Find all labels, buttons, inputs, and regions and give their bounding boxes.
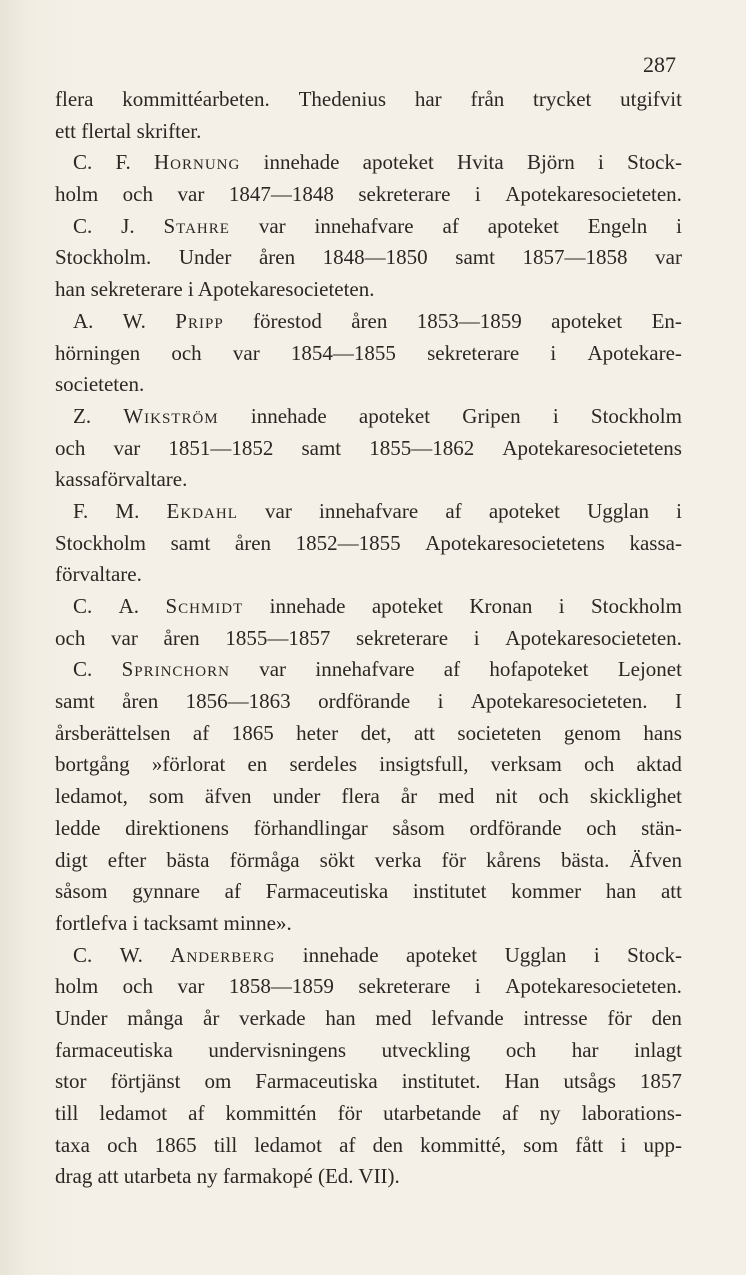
word: ny xyxy=(539,1101,561,1125)
word: Stock- xyxy=(627,150,682,175)
text-line xyxy=(55,845,682,877)
word: Farmaceutiska xyxy=(265,879,389,904)
text-line xyxy=(55,179,682,211)
word: Engeln xyxy=(587,213,648,238)
word: åren xyxy=(163,625,200,650)
word: åren xyxy=(258,245,296,270)
word: Z. xyxy=(73,403,92,428)
text-line xyxy=(55,401,682,433)
word: såsom xyxy=(55,879,108,904)
text-line xyxy=(55,1035,682,1067)
word: åren xyxy=(122,689,159,714)
word: och xyxy=(171,340,202,365)
word: samt xyxy=(455,245,495,270)
word: sekreterare xyxy=(358,974,451,999)
page-number: 287 xyxy=(643,52,676,77)
word: ledamot, xyxy=(55,784,128,809)
word: den xyxy=(651,1005,682,1030)
word: inlagt xyxy=(634,1037,682,1062)
text-line: drag att utarbeta ny farmakopé (Ed. VII). xyxy=(55,1164,400,1189)
word: ordförande xyxy=(318,689,411,714)
word: Under xyxy=(178,245,232,270)
word: 1848—1850 xyxy=(322,245,428,270)
word: Stockholm xyxy=(590,403,682,428)
word: för xyxy=(607,1005,632,1030)
word: institutet xyxy=(412,879,487,904)
text-line: fortlefva i tacksamt minne». xyxy=(55,910,292,935)
word: var xyxy=(113,435,141,460)
word: stor xyxy=(55,1069,87,1094)
text-line: han sekreterare i Apotekaresocieteten. xyxy=(55,277,375,302)
word: sekreterare xyxy=(427,340,520,365)
word: var xyxy=(111,625,138,650)
word: ledamot xyxy=(254,1132,322,1157)
text-line xyxy=(55,686,682,718)
word: utsågs xyxy=(563,1069,616,1094)
word: Ekdahl xyxy=(166,498,238,523)
text-line xyxy=(55,433,682,465)
word: ordförande xyxy=(469,815,562,840)
word: om xyxy=(204,1069,232,1094)
word: Apotekaresocieteten. xyxy=(505,974,682,999)
word: gynnare xyxy=(132,879,200,904)
word: holm xyxy=(55,182,99,207)
word: upp- xyxy=(643,1132,682,1157)
word: år xyxy=(400,784,418,809)
word: såsom xyxy=(392,815,445,840)
word: 1857—1858 xyxy=(522,245,628,270)
word: för xyxy=(441,847,466,872)
word: kommittéarbeten. xyxy=(122,87,270,111)
word: den xyxy=(372,1132,403,1157)
word: i xyxy=(676,498,682,523)
word: aktad xyxy=(636,752,682,777)
word: i xyxy=(552,403,559,428)
word: ledde xyxy=(55,815,101,840)
word: en xyxy=(247,752,268,777)
word: Hornung xyxy=(154,150,241,175)
word: att xyxy=(660,879,682,904)
word: kommittén xyxy=(225,1101,317,1125)
text-line xyxy=(55,528,682,560)
word: Apotekaresocietetens xyxy=(425,530,605,555)
word: många xyxy=(127,1005,184,1030)
word: undervisningens xyxy=(208,1037,347,1062)
word: äfven xyxy=(204,784,252,809)
word: förmåga xyxy=(229,847,300,872)
word: i xyxy=(558,594,565,618)
word: Schmidt xyxy=(165,594,244,618)
word: institutet. xyxy=(401,1069,481,1094)
text-line: ett flertal skrifter. xyxy=(55,118,202,143)
text-line xyxy=(55,1098,682,1130)
word: Apotekaresocieteten. xyxy=(470,689,648,714)
word: i xyxy=(473,625,480,650)
word: apoteket xyxy=(405,942,478,967)
word: farmaceutiska xyxy=(55,1037,173,1062)
word: samt xyxy=(170,530,211,555)
word: i xyxy=(474,974,481,999)
word: verkade xyxy=(239,1005,306,1030)
text-line xyxy=(55,781,682,813)
word: apoteket xyxy=(362,150,434,175)
word: och xyxy=(107,1132,138,1157)
word: apoteket xyxy=(487,213,559,238)
word: stän- xyxy=(641,815,682,840)
word: ledamot xyxy=(99,1101,168,1125)
word: verksam xyxy=(490,752,562,777)
word: var xyxy=(655,245,682,270)
word: A. xyxy=(73,308,94,333)
word: trycket xyxy=(533,87,592,111)
word: nit xyxy=(495,784,518,809)
body-text xyxy=(55,84,682,1193)
word: Apotekaresocieteten. xyxy=(505,625,682,650)
word: Ugglan xyxy=(504,942,567,967)
word: 1847—1848 xyxy=(228,182,334,207)
word: Stahre xyxy=(163,213,230,238)
word: Under xyxy=(55,1005,108,1030)
text-line xyxy=(55,1130,682,1162)
word: af xyxy=(188,1101,205,1125)
word: innehafvare xyxy=(315,657,415,682)
word: var xyxy=(177,974,205,999)
word: Gripen xyxy=(462,403,521,428)
word: bästa. xyxy=(560,847,610,872)
word: Sprinchorn xyxy=(121,657,230,682)
word: i xyxy=(550,340,557,365)
word: 1851—1852 xyxy=(168,435,274,460)
word: verka xyxy=(374,847,422,872)
word: C. xyxy=(73,594,93,618)
word: i xyxy=(593,942,600,967)
word: 1855—1857 xyxy=(225,625,331,650)
text-line xyxy=(55,496,682,528)
word: var xyxy=(232,340,260,365)
word: digt xyxy=(55,847,88,872)
word: under xyxy=(272,784,321,809)
word: utveckling xyxy=(381,1037,471,1062)
word: En- xyxy=(651,308,682,333)
word: intresse xyxy=(523,1005,588,1030)
word: och xyxy=(122,182,153,207)
word: som xyxy=(523,1132,559,1157)
text-line xyxy=(55,718,682,750)
word: holm xyxy=(55,974,99,999)
text-line xyxy=(55,1003,682,1035)
word: Wikström xyxy=(123,403,219,428)
word: Stockholm xyxy=(590,594,682,618)
word: Apotekaresocietetens xyxy=(502,435,682,460)
word: till xyxy=(55,1101,79,1125)
text-line xyxy=(55,591,682,623)
word: laborations- xyxy=(581,1101,682,1125)
word: W. xyxy=(119,942,143,967)
word: af xyxy=(339,1132,356,1157)
word: lefvande xyxy=(431,1005,504,1030)
word: A. xyxy=(118,594,140,618)
text-line xyxy=(55,971,682,1003)
word: W. xyxy=(122,308,146,333)
word: kassa- xyxy=(629,530,682,555)
word: Kronan xyxy=(469,594,533,618)
word: år xyxy=(203,1005,220,1030)
word: Apotekaresocieteten. xyxy=(505,182,682,207)
word: af xyxy=(443,657,461,682)
word: Stockholm xyxy=(55,530,147,555)
word: han xyxy=(605,879,637,904)
word: 1852—1855 xyxy=(295,530,401,555)
word: Farmaceutiska xyxy=(255,1069,378,1094)
text-line xyxy=(55,147,682,179)
text-line: kassaförvaltare. xyxy=(55,467,188,492)
text-line: societeten. xyxy=(55,372,145,397)
word: Hvita xyxy=(457,150,504,175)
word: åren xyxy=(234,530,272,555)
word: var xyxy=(258,213,286,238)
word: af xyxy=(442,213,459,238)
word: sekreterare xyxy=(358,182,451,207)
text-line xyxy=(55,1066,682,1098)
word: af xyxy=(445,498,462,523)
word: innehade xyxy=(250,403,327,428)
word: och xyxy=(505,1037,537,1062)
word: var xyxy=(177,182,205,207)
word: kårens xyxy=(486,847,541,872)
word: och xyxy=(55,625,86,650)
word: F. xyxy=(115,150,131,175)
text-line: förvaltare. xyxy=(55,562,142,587)
word: direktionens xyxy=(125,815,229,840)
word: 1865 xyxy=(154,1132,197,1157)
word: som xyxy=(148,784,184,809)
word: sökt xyxy=(319,847,355,872)
word: i xyxy=(676,213,682,238)
word: af xyxy=(502,1101,519,1125)
word: F. xyxy=(73,498,89,523)
word: Stockholm. xyxy=(55,245,152,270)
word: bortgång xyxy=(55,752,130,777)
word: bästa xyxy=(166,847,210,872)
word: åren xyxy=(351,308,388,333)
word: societeten xyxy=(457,720,542,745)
text-line xyxy=(55,940,682,972)
word: Lejonet xyxy=(617,657,682,682)
word: har xyxy=(571,1037,599,1062)
word: C. xyxy=(73,942,93,967)
word: med xyxy=(375,1005,412,1030)
word: utgifvit xyxy=(620,87,682,111)
word: att xyxy=(413,720,435,745)
word: 1853—1859 xyxy=(416,308,522,333)
word: det, xyxy=(360,720,392,745)
word: heter xyxy=(296,720,339,745)
word: utarbetande xyxy=(383,1101,482,1125)
word: fått xyxy=(575,1132,604,1157)
word: kommitté, xyxy=(420,1132,506,1157)
word: hörningen xyxy=(55,340,141,365)
word: skicklighet xyxy=(589,784,682,809)
word: från xyxy=(470,87,505,111)
text-line xyxy=(55,654,682,686)
word: innehafvare xyxy=(319,498,419,523)
word: i xyxy=(474,182,481,207)
word: förtjänst xyxy=(110,1069,181,1094)
word: Björn xyxy=(526,150,575,175)
word: för xyxy=(337,1101,363,1125)
word: »förlorat xyxy=(151,752,226,777)
word: I xyxy=(674,689,682,714)
word: var xyxy=(265,498,292,523)
word: i xyxy=(598,150,604,175)
text-line xyxy=(55,749,682,781)
word: har xyxy=(414,87,442,111)
word: Stock- xyxy=(627,942,682,967)
word: och xyxy=(538,784,569,809)
word: Anderberg xyxy=(170,942,276,967)
word: af xyxy=(192,720,210,745)
word: M. xyxy=(115,498,140,523)
word: och xyxy=(586,815,617,840)
word: 1854—1855 xyxy=(290,340,396,365)
word: och xyxy=(583,752,615,777)
word: serdeles xyxy=(289,752,358,777)
word: Han xyxy=(504,1069,540,1094)
word: Ugglan xyxy=(587,498,649,523)
text-line xyxy=(55,306,682,338)
text-line xyxy=(55,84,682,116)
word: sekreterare xyxy=(355,625,449,650)
text-line xyxy=(55,813,682,845)
text-line xyxy=(55,211,682,243)
word: apoteket xyxy=(371,594,443,618)
text-line xyxy=(55,876,682,908)
word: apoteket xyxy=(551,308,623,333)
word: C. xyxy=(73,213,93,238)
word: genom xyxy=(563,720,621,745)
word: J. xyxy=(121,213,135,238)
text-line xyxy=(55,338,682,370)
word: apoteket xyxy=(358,403,431,428)
word: hofapoteket xyxy=(489,657,589,682)
text-line xyxy=(55,242,682,274)
word: i xyxy=(437,689,444,714)
word: innehade xyxy=(302,942,379,967)
word: insigtsfull, xyxy=(379,752,469,777)
word: apoteket xyxy=(488,498,560,523)
word: samt xyxy=(55,689,95,714)
word: 1856—1863 xyxy=(185,689,291,714)
word: 1857 xyxy=(639,1069,682,1094)
word: årsberättelsen xyxy=(55,720,171,745)
word: C. xyxy=(73,150,93,175)
word: Äfven xyxy=(629,847,682,872)
word: flera xyxy=(55,87,94,111)
word: Thedenius xyxy=(298,87,387,111)
word: Apotekare- xyxy=(587,340,682,365)
word: innehafvare xyxy=(314,213,414,238)
word: förhandlingar xyxy=(253,815,368,840)
word: samt xyxy=(301,435,342,460)
word: C. xyxy=(73,657,93,682)
word: Pripp xyxy=(175,308,224,333)
word: till xyxy=(213,1132,238,1157)
word: var xyxy=(259,657,287,682)
word: och xyxy=(122,974,153,999)
word: 1865 xyxy=(231,720,274,745)
word: hans xyxy=(643,720,682,745)
word: 1855—1862 xyxy=(369,435,475,460)
word: efter xyxy=(107,847,147,872)
text-line xyxy=(55,623,682,655)
word: med xyxy=(438,784,475,809)
word: förestod xyxy=(253,308,322,333)
word: han xyxy=(325,1005,356,1030)
word: flera xyxy=(341,784,380,809)
word: taxa xyxy=(55,1132,90,1157)
word: innehade xyxy=(263,150,340,175)
word: och xyxy=(55,435,86,460)
word: af xyxy=(224,879,241,904)
word: innehade xyxy=(269,594,346,618)
word: 1858—1859 xyxy=(228,974,334,999)
word: kommer xyxy=(511,879,582,904)
word: i xyxy=(620,1132,627,1157)
